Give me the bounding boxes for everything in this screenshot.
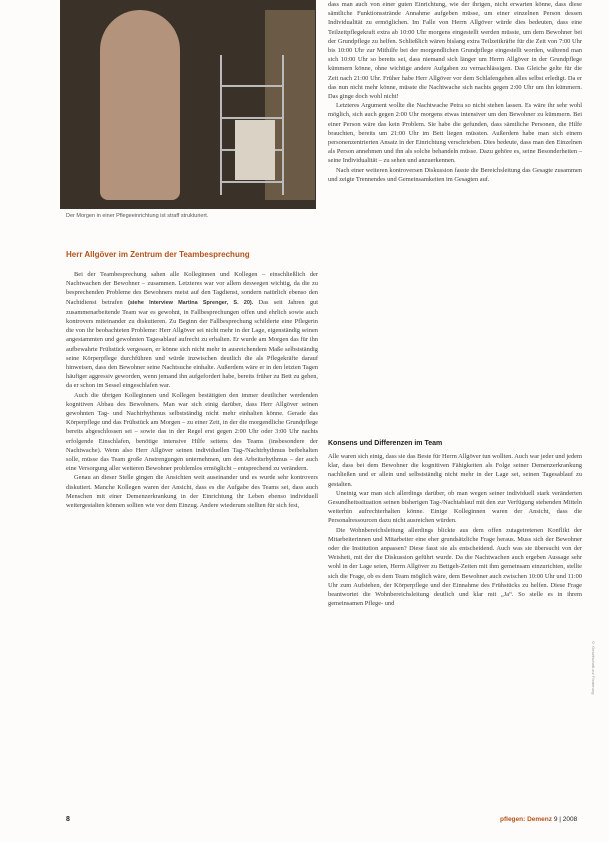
paragraph: Genau an dieser Stelle gingen die Ansichten weit auseinander und es wurde sehr kontrovers diskutiert. Manche Kollegen waren der Ansicht, dass es die Aufgabe des Teams sei, dass auch Menschen mit einer Demenzerkrankung in der Einrichtung ihr Leben ebenso individuell weitergestalten können sollten wie vor dem Einzug. Andere wiederum stellten für sich fest, bbox=[66, 474, 318, 510]
magazine-footer bbox=[500, 816, 577, 823]
section-heading-left: Herr Allgöver im Zentrum der Teambesprechung bbox=[66, 250, 250, 259]
magazine-title: pflegen: Demenz bbox=[500, 816, 553, 823]
paragraph: Alle waren sich einig, dass sie das Beste für Herrn Allgöver tun wollten. Auch war jeder und jedem klar, dass bei dem Bewohner die kognitiven Fähigkeiten als Folge seiner Demenzerkrankung nachließen und er allein und selbstständig nicht mehr in der Lage sei, seinen Tagesablauf zu gestalten. bbox=[328, 453, 582, 488]
text-column-left bbox=[66, 270, 318, 794]
photo-towels bbox=[235, 120, 275, 180]
side-credit: © Gesellschaft zur Förderung bbox=[591, 640, 596, 695]
paragraph: Auch die übrigen Kolleginnen und Kollegen bestätigten den immer deutlicher werdenden kognitiven Abbau des Bewohners. Man war sich einig darüber, dass Herr Allgöver seinen gewohnten Tag- und Nachtrhythmus selbstständig nicht mehr einhalten könne. Gerade das Körperpflege und das Frühstück am Morgen – zu einer Zeit, in der die morgendliche Grundpflege bereits abgeschlossen sei – sowie das in der Regel erst gegen 2:00 Uhr oder 3:00 Uhr nachts erfolgende Einschlafen, benötige intensive Hilfe seitens des Teams (insbesondere der Nachtwache). Wenn also Herr Allgöver seinen individuellen Tag-/Nachtrhythmus beibehalten solle, müsse das Team große Anstrengungen unternehmen, um den Arbeitsrhythmus – der auch eine Versorgung aller weiteren Bewohner problemlos ermöglicht – entsprechend zu verändern. bbox=[66, 391, 318, 473]
photo-caption: Der Morgen in einer Pflegeeinrichtung ist straff strukturiert. bbox=[66, 213, 209, 219]
text-column-right-top bbox=[328, 0, 582, 432]
reference-note: (siehe Interview Martina Sprenger, S. 20). bbox=[127, 299, 254, 306]
paragraph: dass man auch von einer guten Einrichtung, wie der ihrigen, nicht erwarten könne, dass diese sämtliche Funktionsstrände Annahme aufgeben müsse, um einer einzelnen Person dessen Individualität zu ermöglichen. Im Falle von Herrn Allgöver würde dies bedeuten, dass eine Teilzeitpflegekraft extra ab 10:00 Uhr morgens eingestellt werden müsste, um dem Bewohner bei der Grundpflege zu helfen. Schließlich wären bislang extra Teilzeitkräfte für die Zeit von 7:00 Uhr bis 10:00 Uhr zur Mithilfe bei der morgendlichen Grundpflege eingestellt worden, während man sich 10:00 Uhr so bereits sei, dass niemand sich länger um Herrn Allgöver in der Grundpflege kümmern könne, ohne wichtige andere Aufgaben zu vernachlässigen. Das Gleiche gelte für die Zeit nach 21:00 Uhr. Früher habe Herr Allgöver vor dem Schlafengehen alles selbst erledigt. Da er das nun nicht mehr könne, müsste die Nachtwache sich nachts gegen 2:00 Uhr um ihn kümmern. Das ginge doch wohl nicht! bbox=[328, 1, 582, 101]
page-number: 8 bbox=[66, 816, 70, 823]
paragraph: Die Wohnbereichsleitung allerdings blickte aus dem offen zutagetretenen Konflikt der Mitarbeiterinnen und Mitarbeiter eine eher grundsätzliche Frage heraus. Muss sich der Bewohner oder die Institution anpassen? Diese fasst sie als entscheidend. Auch was sie übersucht von der Weisheit, mit der die Diskussion geführt wurde. Da die Nachtwachen auch ergeben Aussage sehr wohl in der Lage seien, Herrn Allgöver zu Bettgeh-Zeiten mit ihm gemeinsam einzurichten, stellte sich die Frage, ob es dem Team möglich wäre, dem Bewohner auch zwischen 10:00 Uhr und 11:00 Uhr zum Aufstehen, der Körperpflege und der Einnahme des Frühstücks zu helfen. Diese Frage beantwortet die Wohnbereichsleitung deutlich und klar mit „Ja“. So stelle es in ihrem gemeinsamen Pflege- und bbox=[328, 526, 582, 608]
paragraph: Uneinig war man sich allerdings darüber, ob man wegen seiner individuell stark veränderten Gesundheitssituation seinen bisherigen Tag-/Nachtablauf mit den zur Verfügung stehenden Mitteln weiterhin aufrechterhalten könne. Einige Kolleginnen waren der Ansicht, dass die Personalressourcen dazu nicht ausreichen würden. bbox=[328, 489, 582, 525]
care-facility-photo bbox=[60, 0, 316, 209]
paragraph-text: Bei der Teambesprechung sahen alle Kolleginnen und Kollegen – einschließlich der Nachtwachen der Bewohner – zusammen. Letzteres war vor allem deswegen wichtig, da die zu besprechenden Probleme des Bewohners meist auf den Tagdienst, sondern natürlich ebenso den Nachtdienst betrafen bbox=[66, 271, 318, 306]
section-heading-right: Konsens und Differenzen im Team bbox=[328, 440, 443, 447]
paragraph-text: Das seit Jahren gut zusammenarbeitende Team war es gewohnt, in Fallbesprechungen offen und ehrlich sowie auch kontrovers miteinander zu diskutieren. Zu Beginn der Fallbesprechung schilderte eine Pflegerin die von ihr beobachteten Probleme: Herr Allgöver sei nicht mehr in der Lage, eigenständig seinen angestammten und gewohnten Tagesablauf aufrecht zu erhalten. Er wurde am Morgen das für ihn aufbewahrte Frühstück vergessen, er könne sich nicht mehr in ausreichendem Maße selbstständig seine Körperpflege durchführen und würde inzwischen deutlich die als Pflegekräfte darauf hinweisen, dass den Bewohner seine Nachtsuche einhalte. Außerdem wäre er in den letzten Tagen häufiger aggressiv geworden, wenn jemand ihn aufgefordert habe, bereits früher zu Bett zu gehen, da er schon im Sessel eingeschlafen war. bbox=[66, 298, 318, 390]
paragraph bbox=[66, 270, 318, 391]
photo-nurse bbox=[100, 10, 180, 200]
text-column-right-bottom bbox=[328, 452, 582, 794]
paragraph: Letzteres Argument wollte die Nachtwache Petra so nicht stehen lassen. Es wäre ihr sehr wohl möglich, sich auch gegen 2:00 Uhr morgens etwas intensiver um den Bewohner zu kümmern. Bei einer Person wäre das kein Problem. Sie habe die gefunden, dass sämtliche Personen, die Hilfe brauchten, bereits um 21:00 Uhr im Bett liegen müssten. Außerdem habe man sich einem personenzentrierten Ansatz in der Einrichtung verschrieben. Dies bedeute, dass man den Einzelnen als Person annehmen und ihn als solche behandeln müsse. Dazu gehöre es, seine Besonderheiten – seine Individualität – zu sehen und anzuerkennen. bbox=[328, 102, 582, 165]
magazine-issue: 9 | 2008 bbox=[553, 816, 578, 823]
paragraph: Nach einer weiteren kontroversen Diskussion fasste die Bereichsleitung das Gesagte zusammen und zeigte Trennendes und Gemeinsamkeiten im Gesagten auf. bbox=[328, 166, 582, 183]
